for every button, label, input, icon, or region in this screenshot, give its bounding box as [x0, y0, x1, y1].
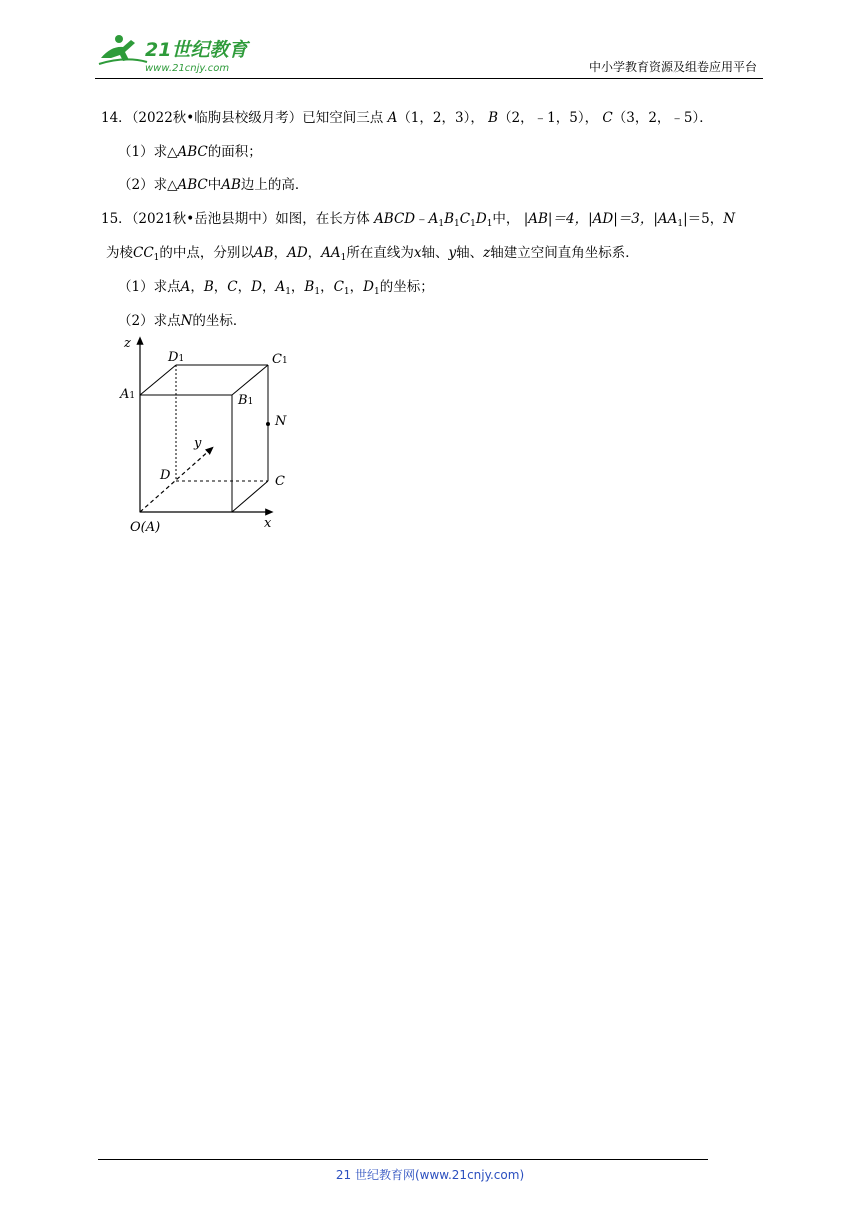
svg-text:C1: C1 [272, 352, 288, 367]
svg-text:D: D [160, 468, 171, 483]
q14-stem: 14．（2022秋•临朐县校级月考）已知空间三点 A（1，2，3）， B（2，﹣1，5）， C（3，2，﹣5）． [101, 110, 713, 126]
logo-text: 21世纪教育 [145, 39, 248, 61]
q15-part2: （2）求点N的坐标． [118, 313, 247, 329]
svg-text:D1: D1 [168, 350, 185, 365]
header-right-text: 中小学教育资源及组卷应用平台 [588, 60, 757, 74]
page-header [95, 30, 763, 79]
q15-stem: 15．（2021秋•岳池县期中）如图，在长方体 $ABCD﹣A_1B_1C_1D_1$中， |AB|＝4，|AD|＝3，$|AA_1|=5$，N [101, 211, 736, 229]
q15-stem-line2: 为棱$CC_1$的中点，分别以AB，AD，$AA_1$所在直线为x轴、y轴、z轴建立空间直角坐标系． [106, 245, 639, 263]
logo-21cnjy [95, 30, 265, 76]
svg-text:N: N [275, 414, 287, 429]
q14-part1: （1）求△ABC的面积； [118, 144, 262, 160]
svg-text:x: x [264, 516, 272, 531]
point-n [266, 422, 270, 426]
cuboid-figure [118, 335, 298, 535]
svg-text:O(A): O(A) [130, 520, 161, 535]
svg-text:A1: A1 [120, 387, 136, 402]
q14-part2: （2）求△ABC中AB边上的高． [118, 177, 309, 193]
q15-part1: （1）求点A，B，C，D，$A_1$，$B_1$，$C_1$，$D_1$的坐标； [118, 279, 434, 297]
svg-text:z: z [124, 336, 131, 351]
footer-rule [98, 1159, 708, 1160]
svg-text:C: C [275, 474, 285, 489]
svg-text:y: y [194, 436, 202, 451]
logo-url: www.21cnjy.com [145, 63, 230, 74]
footer-text: 21 世纪教育网(www.21cnjy.com) [335, 1168, 525, 1182]
svg-text:B1: B1 [238, 393, 254, 408]
front-face [140, 395, 232, 512]
